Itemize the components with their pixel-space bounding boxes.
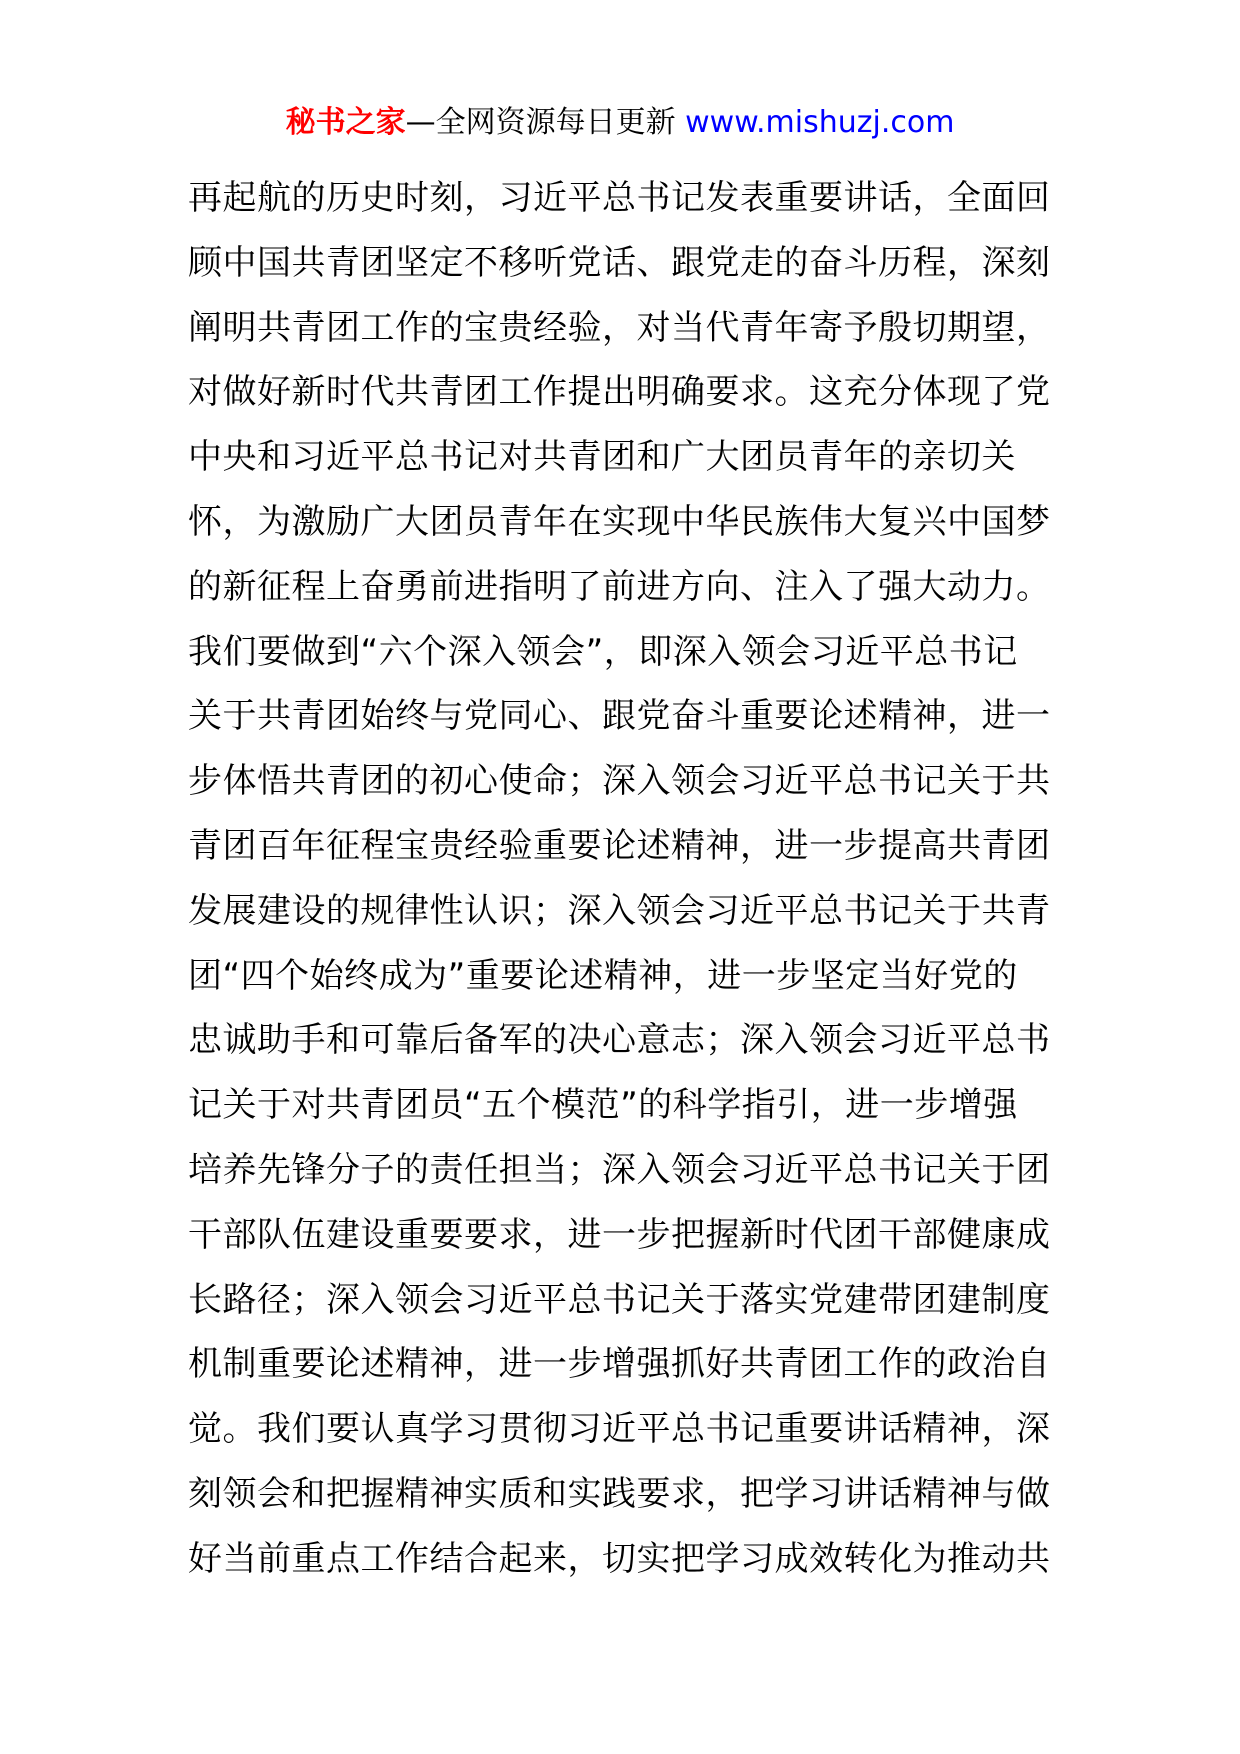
site-url-link[interactable]: www.mishuzj.com <box>685 105 955 140</box>
text-line: 发展建设的规律性认识；深入领会习近平总书记关于共青 <box>188 890 1051 931</box>
text-line: 刻领会和把握精神实质和实践要求，把学习讲话精神与做 <box>188 1473 1051 1514</box>
page-header <box>0 103 1240 143</box>
text-line: 关于共青团始终与党同心、跟党奋斗重要论述精神，进一 <box>188 696 1051 737</box>
text-line: 记关于对共青团员“五个模范”的科学指引，进一步增强 <box>188 1085 1018 1126</box>
text-line: 好当前重点工作结合起来，切实把学习成效转化为推动共 <box>188 1538 1051 1579</box>
text-line: 我们要做到“六个深入领会”，即深入领会习近平总书记 <box>188 631 1018 672</box>
text-line: 忠诚助手和可靠后备军的决心意志；深入领会习近平总书 <box>188 1020 1051 1061</box>
text-line: 干部队伍建设重要要求，进一步把握新时代团干部健康成 <box>188 1214 1051 1255</box>
text-line: 步体悟共青团的初心使命；深入领会习近平总书记关于共 <box>188 761 1051 802</box>
text-line: 觉。我们要认真学习贯彻习近平总书记重要讲话精神，深 <box>188 1409 1051 1450</box>
text-line: 机制重要论述精神，进一步增强抓好共青团工作的政治自 <box>188 1344 1051 1385</box>
text-line: 培养先锋分子的责任担当；深入领会习近平总书记关于团 <box>188 1149 1051 1190</box>
header-tagline: —全网资源每日更新 <box>405 105 686 140</box>
text-line: 怀，为激励广大团员青年在实现中华民族伟大复兴中国梦 <box>188 501 1051 542</box>
text-line: 团“四个始终成为”重要论述精神，进一步坚定当好党的 <box>188 955 1018 996</box>
text-line: 阐明共青团工作的宝贵经验，对当代青年寄予殷切期望， <box>188 307 1051 348</box>
text-line: 中央和习近平总书记对共青团和广大团员青年的亲切关 <box>188 437 1016 478</box>
text-line: 长路径；深入领会习近平总书记关于落实党建带团建制度 <box>188 1279 1051 1320</box>
text-line: 对做好新时代共青团工作提出明确要求。这充分体现了党 <box>188 372 1051 413</box>
text-line: 青团百年征程宝贵经验重要论述精神，进一步提高共青团 <box>188 825 1051 866</box>
body-paragraph <box>188 166 1058 1592</box>
brand-name: 秘书之家 <box>285 105 406 140</box>
text-line: 顾中国共青团坚定不移听党话、跟党走的奋斗历程，深刻 <box>188 242 1051 283</box>
text-line: 的新征程上奋勇前进指明了前进方向、注入了强大动力。 <box>188 566 1051 607</box>
text-line: 再起航的历史时刻，习近平总书记发表重要讲话，全面回 <box>188 178 1051 218</box>
